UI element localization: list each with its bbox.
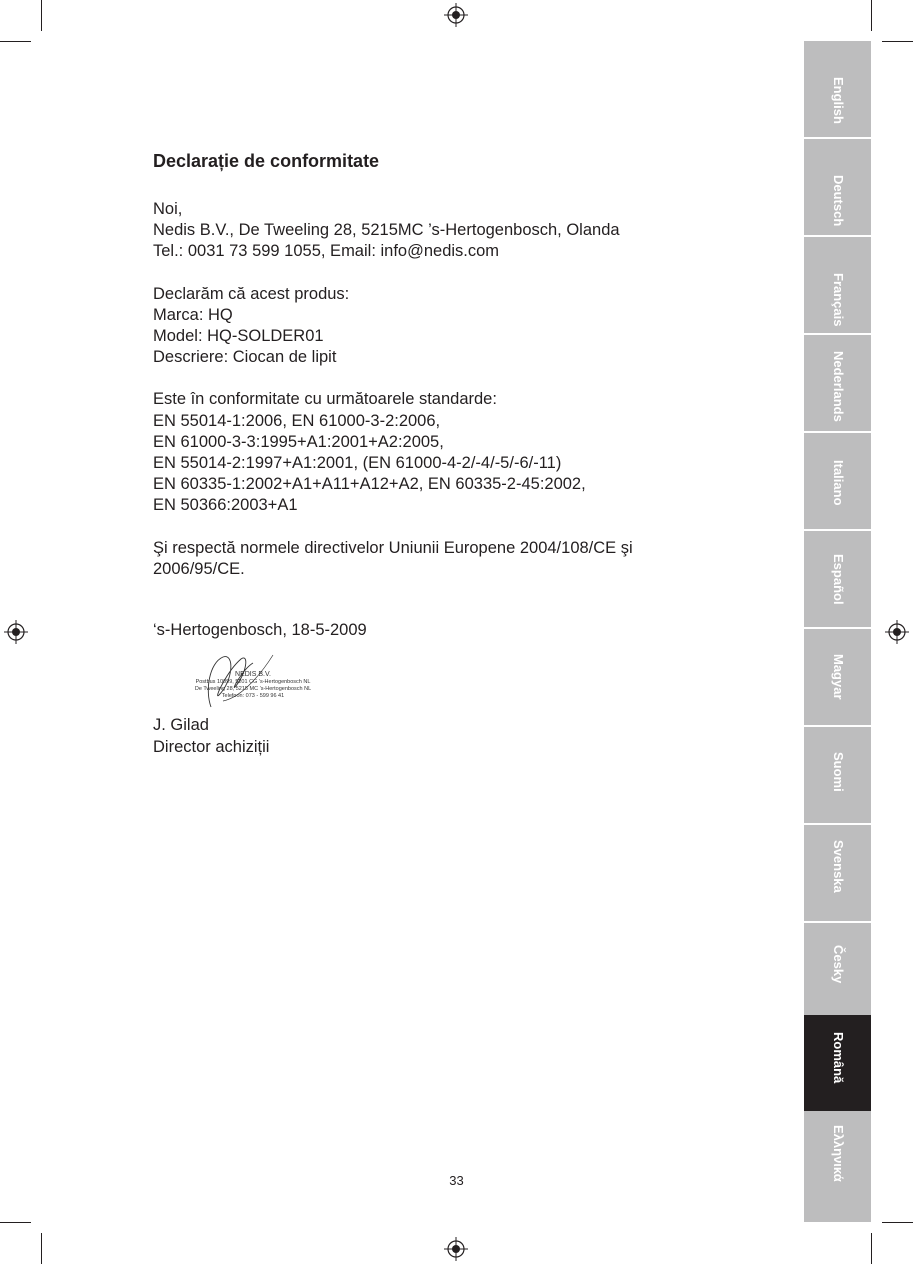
signature-stamp [183,651,323,711]
crop-mark [882,41,913,42]
standard-line: EN 55014-1:2006, EN 61000-3-2:2006, [153,411,441,430]
page-title: Declarație de conformitate [153,151,380,171]
product-brand: Marca: HQ [153,305,233,324]
signer-title: Director achiziții [153,737,270,756]
company-address: Nedis B.V., De Tweeling 28, 5215MC ’s-Hertogenbosch, Olanda [153,221,620,240]
signer-block [153,715,713,758]
standard-line: EN 60335-1:2002+A1+A11+A12+A2, EN 60335-2-45:2002, [153,475,586,494]
tab-cesky[interactable] [804,923,871,1019]
standards-statement: Este în conformitate cu următoarele standarde: [153,390,497,409]
directives-statement: Şi respectă normele directivelor Uniunii Europene 2004/108/CE şi 2006/95/CE. [153,538,633,578]
tab-label: Magyar [831,654,846,700]
registration-mark-icon [885,620,909,644]
tab-svenska[interactable] [804,825,871,921]
stamp-line: Telefoon: 073 - 599 96 41 [221,693,285,700]
crop-mark [871,0,872,31]
tab-label: Nederlands [831,351,846,422]
tab-magyar[interactable] [804,629,871,725]
company-stamp [183,671,323,700]
signer-name: J. Gilad [153,716,209,735]
registration-mark-icon [444,1237,468,1261]
manufacturer-block [153,199,713,263]
stamp-line: De Tweeling 28, 5215 MC ’s-Hertogenbosch NL [194,686,312,693]
tab-espanol[interactable] [804,531,871,627]
tab-label: Svenska [831,840,846,893]
declaration-body [153,148,713,758]
stamp-line: Postbus 10099, 5201 CG ’s-Hertogenbosch NL [195,679,311,686]
crop-mark [41,1233,42,1264]
tab-italiano[interactable] [804,433,871,529]
intro-text: Noi, [153,200,183,218]
tab-suomi[interactable] [804,727,871,823]
crop-mark [871,1233,872,1264]
tab-label: Italiano [831,460,846,506]
tab-label: Español [831,554,846,605]
standard-line: EN 61000-3-3:1995+A1:2001+A2:2005, [153,432,444,451]
tab-label: Suomi [831,752,846,792]
tab-romana[interactable] [804,1015,871,1111]
tab-english[interactable] [804,41,871,137]
tab-label: Română [831,1032,846,1084]
tab-label: Česky [831,945,846,984]
tab-label: Deutsch [831,175,846,227]
standard-line: EN 50366:2003+A1 [153,496,298,515]
product-description: Descriere: Ciocan de lipit [153,348,337,367]
company-contact: Tel.: 0031 73 599 1055, Email: info@nedis.com [153,242,500,261]
place-date: ‘s-Hertogenbosch, 18-5-2009 [153,621,367,640]
language-tabs [804,41,871,1222]
crop-mark [41,0,42,31]
product-model: Model: HQ-SOLDER01 [153,327,324,346]
product-statement: Declarăm că acest produs: [153,284,350,303]
crop-mark [882,1222,913,1223]
tab-label: Français [831,273,846,327]
registration-mark-icon [444,3,468,27]
tab-deutsch[interactable] [804,139,871,235]
standard-line: EN 55014-2:1997+A1:2001, (EN 61000-4-2/-4/-5/-6/-11) [153,454,562,473]
crop-mark [0,1222,31,1223]
tab-label: Ελληνικά [831,1125,846,1182]
tab-label: English [831,77,846,124]
tab-nederlands[interactable] [804,335,871,431]
tab-francais[interactable] [804,237,871,333]
stamp-line: NEDIS B.V. [235,671,271,679]
crop-mark [0,41,31,42]
registration-mark-icon [4,620,28,644]
tab-ellinika[interactable] [804,1111,871,1222]
product-block [153,284,713,369]
standards-block [153,389,713,516]
page-number: 33 [449,1173,464,1188]
